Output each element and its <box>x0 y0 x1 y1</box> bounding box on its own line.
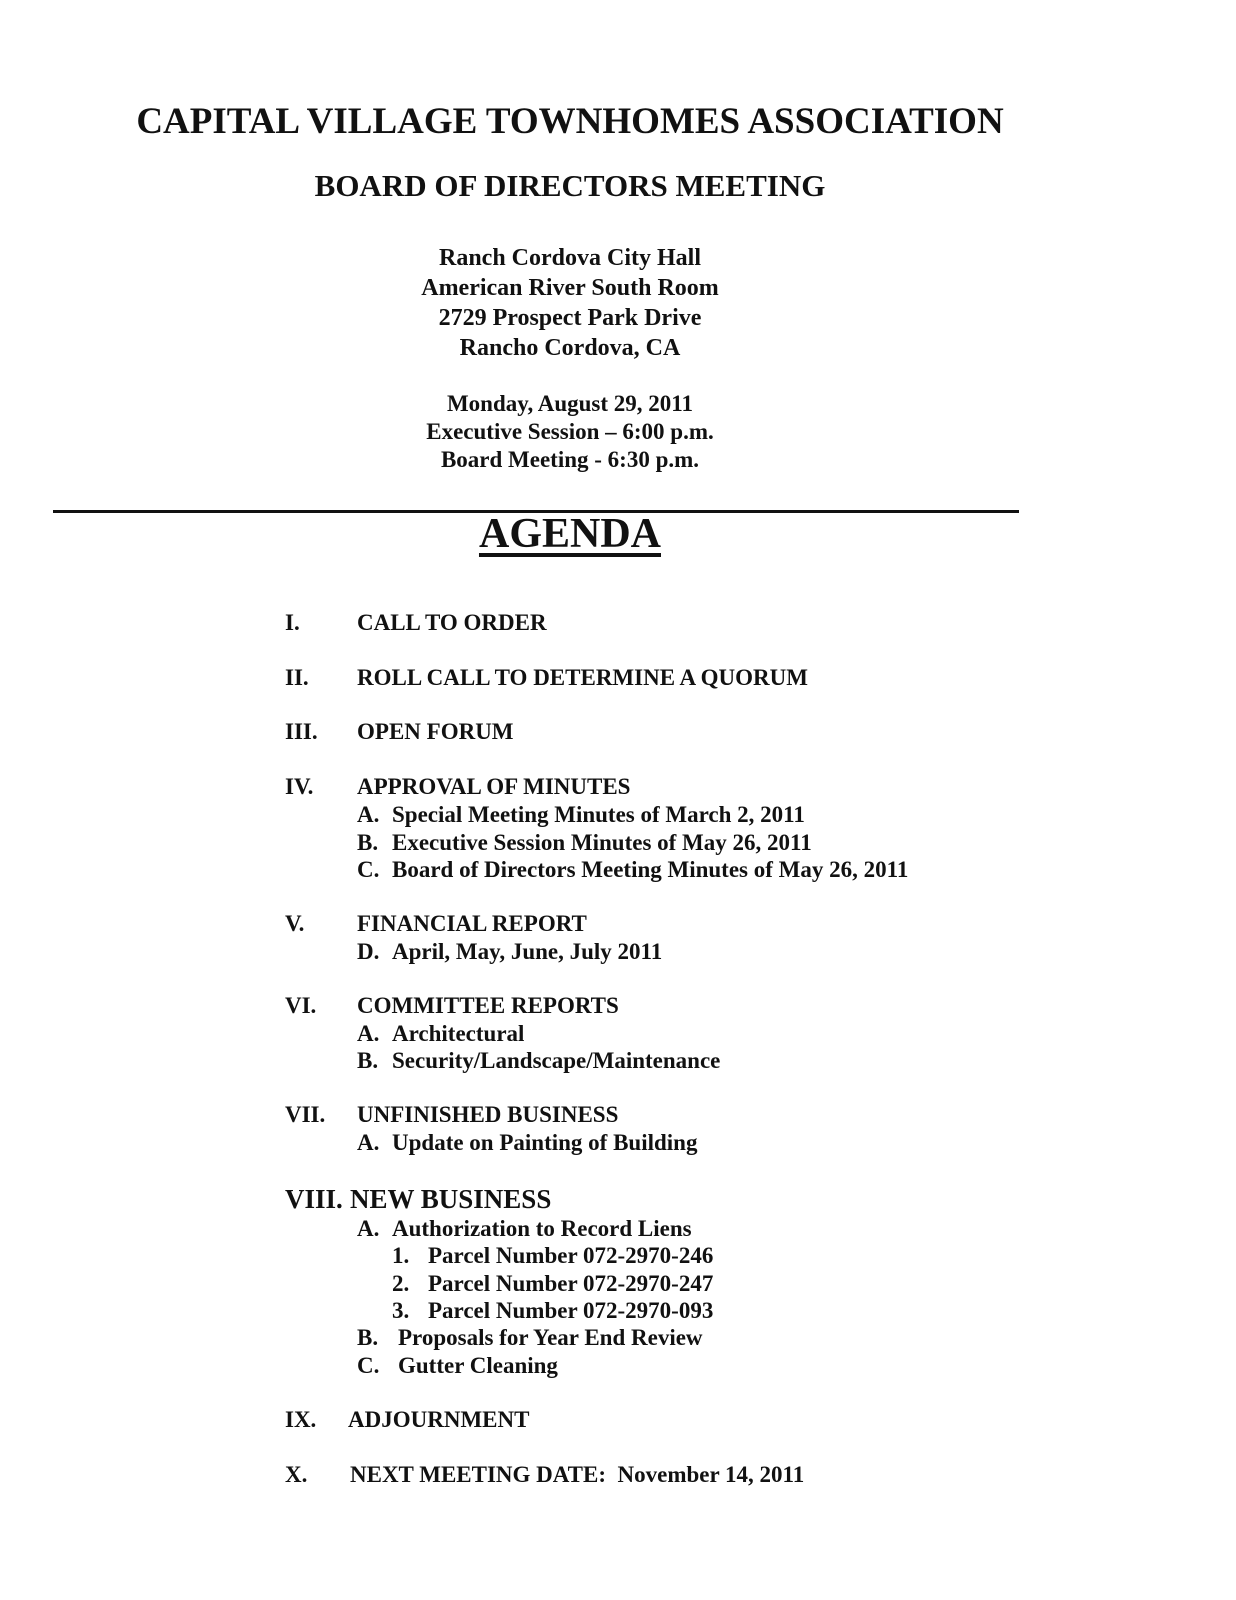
sub-item: April, May, June, July 2011 <box>392 939 663 964</box>
sub-label: B. <box>357 1048 379 1073</box>
item-number: VI. <box>285 993 317 1018</box>
item-title: NEXT MEETING DATE: November 14, 2011 <box>350 1462 805 1487</box>
sub-item: Special Meeting Minutes of March 2, 2011 <box>392 802 805 827</box>
sub-label: B. <box>357 830 379 855</box>
sub-label: C. <box>357 1353 380 1378</box>
item-number: X. <box>285 1462 308 1487</box>
location-line: 2729 Prospect Park Drive <box>438 305 702 331</box>
item-number: V. <box>285 911 305 936</box>
sub-item: Board of Directors Meeting Minutes of May 26, 2011 <box>392 857 909 882</box>
sub-label: A. <box>357 802 380 827</box>
sub-sub-label: 3. <box>392 1298 410 1323</box>
item-number: VIII. <box>285 1184 343 1214</box>
item-number: II. <box>285 665 309 690</box>
sub-label: A. <box>357 1130 380 1155</box>
sub-sub-item: Parcel Number 072-2970-247 <box>428 1271 714 1296</box>
sub-item: Gutter Cleaning <box>398 1353 558 1378</box>
sub-label: A. <box>357 1021 380 1046</box>
location-line: American River South Room <box>421 275 719 301</box>
item-title: ADJOURNMENT <box>348 1407 530 1432</box>
item-number: I. <box>285 610 300 635</box>
sub-sub-label: 1. <box>392 1243 410 1268</box>
sub-item: Security/Landscape/Maintenance <box>392 1048 721 1073</box>
item-number: IV. <box>285 774 314 799</box>
item-title: OPEN FORUM <box>357 719 514 744</box>
item-number: VII. <box>285 1102 326 1127</box>
meeting-title: BOARD OF DIRECTORS MEETING <box>314 168 826 203</box>
sub-sub-item: Parcel Number 072-2970-246 <box>428 1243 714 1268</box>
sub-label: C. <box>357 857 380 882</box>
item-title: UNFINISHED BUSINESS <box>357 1102 619 1127</box>
executive-session-time: Executive Session – 6:00 p.m. <box>426 419 714 444</box>
sub-item: Update on Painting of Building <box>392 1130 698 1155</box>
organization-name: CAPITAL VILLAGE TOWNHOMES ASSOCIATION <box>136 101 1004 142</box>
item-title: CALL TO ORDER <box>357 610 547 635</box>
meeting-date: Monday, August 29, 2011 <box>446 391 694 416</box>
sub-item: Architectural <box>392 1021 525 1046</box>
sub-item: Proposals for Year End Review <box>398 1325 703 1350</box>
item-title: FINANCIAL REPORT <box>357 911 587 936</box>
board-meeting-time: Board Meeting - 6:30 p.m. <box>440 447 700 472</box>
item-number: IX. <box>285 1407 317 1432</box>
location-line: Rancho Cordova, CA <box>459 335 681 361</box>
sub-sub-label: 2. <box>392 1271 410 1296</box>
item-title: ROLL CALL TO DETERMINE A QUORUM <box>357 665 808 690</box>
sub-label: D. <box>357 939 380 964</box>
agenda-title: AGENDA <box>478 511 661 557</box>
item-title: APPROVAL OF MINUTES <box>357 774 631 799</box>
sub-label: A. <box>357 1216 380 1241</box>
sub-item: Authorization to Record Liens <box>392 1216 692 1241</box>
item-title: COMMITTEE REPORTS <box>357 993 619 1018</box>
item-number: III. <box>285 719 318 744</box>
item-title: NEW BUSINESS <box>350 1184 552 1214</box>
sub-item: Executive Session Minutes of May 26, 2011 <box>392 830 812 855</box>
sub-label: B. <box>357 1325 379 1350</box>
sub-sub-item: Parcel Number 072-2970-093 <box>428 1298 714 1323</box>
location-line: Ranch Cordova City Hall <box>438 245 701 271</box>
